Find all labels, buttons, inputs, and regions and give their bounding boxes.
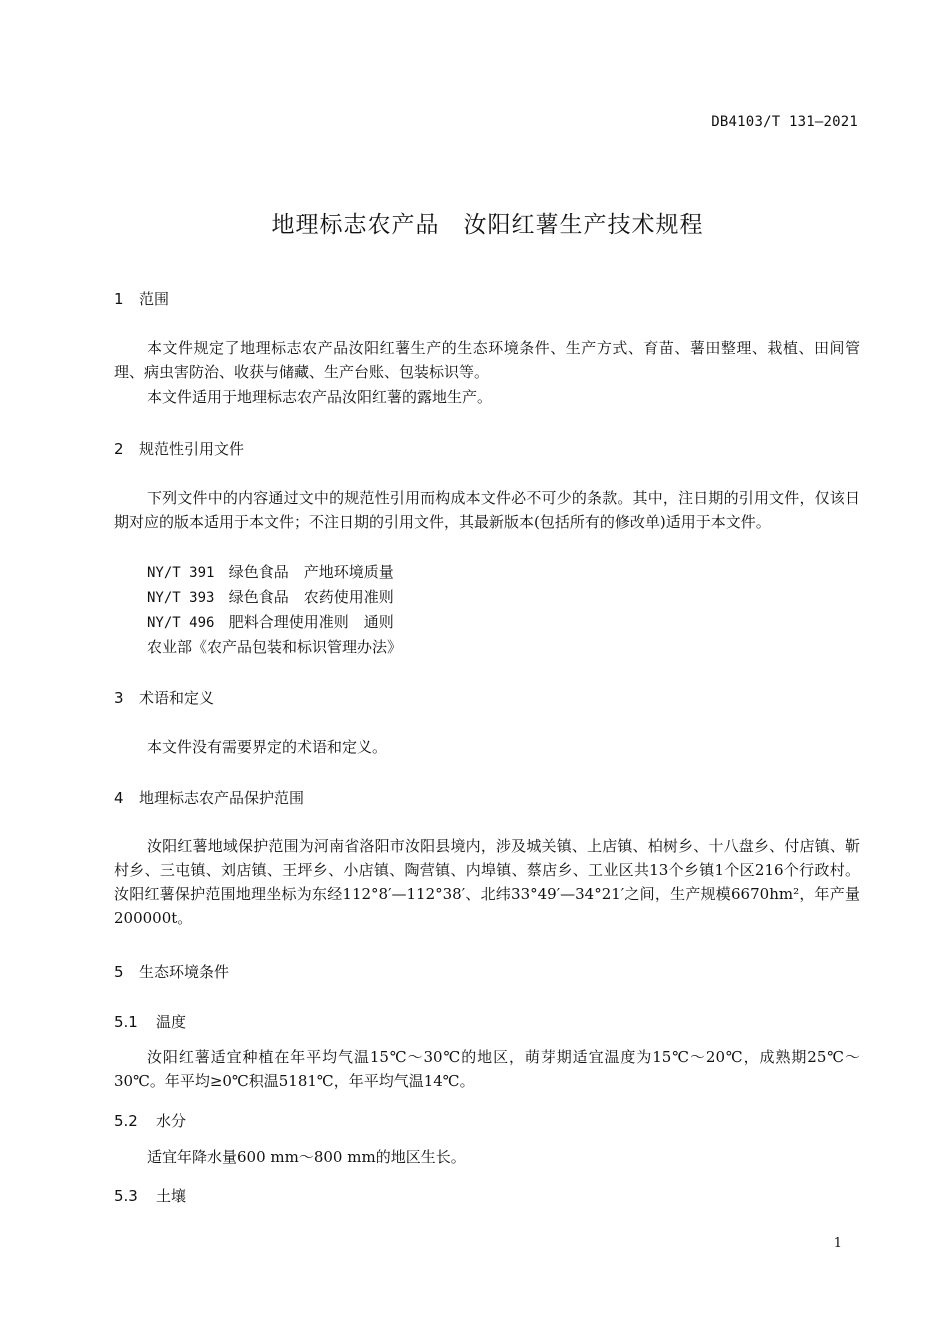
reference-item	[147, 586, 394, 607]
reference-item	[147, 611, 394, 632]
reference-code: NY/T 391	[147, 565, 215, 581]
section-5-1-paragraph-1: 汝阳红薯适宜种植在年平均气温15℃～30℃的地区，萌芽期适宜温度为15℃～20℃，成熟期25℃～30℃。年平均≥0℃积温5181℃，年平均气温14℃。	[114, 1048, 860, 1090]
page-number: 1	[833, 1236, 842, 1251]
section-title: 生态环境条件	[139, 963, 230, 981]
section-5-2-heading	[114, 1110, 186, 1131]
section-title: 地理标志农产品保护范围	[139, 789, 305, 807]
section-5-2-paragraph-1: 适宜年降水量600 mm～800 mm的地区生长。	[147, 1148, 466, 1166]
section-number: 2	[114, 440, 124, 458]
section-number: 5.3	[114, 1187, 138, 1205]
section-title: 水分	[156, 1112, 187, 1130]
section-5-heading	[114, 961, 229, 982]
section-title: 术语和定义	[139, 689, 215, 707]
section-4-paragraph-1: 汝阳红薯地域保护范围为河南省洛阳市汝阳县境内，涉及城关镇、上店镇、柏树乡、十八盘乡、付店镇、靳村乡、三屯镇、刘店镇、王坪乡、小店镇、陶营镇、内埠镇、蔡店乡、工业区共13个乡镇1个区216个行政村。汝阳红薯保护范围地理坐标为东经112°8′—112°38′、北纬33°49′—34°21′之间，生产规模6670hm²，年产量 200000t。	[114, 837, 860, 927]
section-1-paragraph-2: 本文件适用于地理标志农产品汝阳红薯的露地生产。	[147, 388, 493, 406]
section-title: 土壤	[156, 1187, 187, 1205]
section-title: 温度	[156, 1013, 187, 1031]
section-1-heading	[114, 288, 169, 309]
reference-title: 绿色食品 产地环境质量	[228, 563, 394, 581]
section-number: 3	[114, 689, 124, 707]
section-number: 5.2	[114, 1112, 138, 1130]
standard-code: DB4103/T 131—2021	[711, 114, 858, 130]
reference-code: NY/T 496	[147, 615, 215, 631]
section-3-paragraph-1: 本文件没有需要界定的术语和定义。	[147, 738, 388, 756]
section-5-3-heading	[114, 1185, 186, 1206]
section-2-paragraph-1: 下列文件中的内容通过文中的规范性引用而构成本文件必不可少的条款。其中，注日期的引用文件，仅该日期对应的版本适用于本文件；不注日期的引用文件，其最新版本(包括所有的修改单)适用于本文件。	[114, 489, 860, 531]
reference-title: 绿色食品 农药使用准则	[228, 588, 394, 606]
section-title: 规范性引用文件	[139, 440, 245, 458]
section-number: 4	[114, 789, 124, 807]
section-3-heading	[114, 687, 214, 708]
reference-item	[147, 561, 394, 582]
section-5-1-heading	[114, 1011, 186, 1032]
section-title: 范围	[139, 290, 170, 308]
section-4-heading	[114, 787, 304, 808]
section-number: 5.1	[114, 1013, 138, 1031]
section-number: 1	[114, 290, 124, 308]
section-1-paragraph-1: 本文件规定了地理标志农产品汝阳红薯生产的生态环境条件、生产方式、育苗、薯田整理、栽植、田间管理、病虫害防治、收获与储藏、生产台账、包装标识等。	[114, 339, 860, 381]
reference-title: 肥料合理使用准则 通则	[228, 613, 394, 631]
reference-code: NY/T 393	[147, 590, 215, 606]
reference-item: 农业部《农产品包装和标识管理办法》	[147, 638, 403, 656]
section-number: 5	[114, 963, 124, 981]
section-2-heading	[114, 438, 244, 459]
document-title: 地理标志农产品 汝阳红薯生产技术规程	[271, 212, 704, 238]
